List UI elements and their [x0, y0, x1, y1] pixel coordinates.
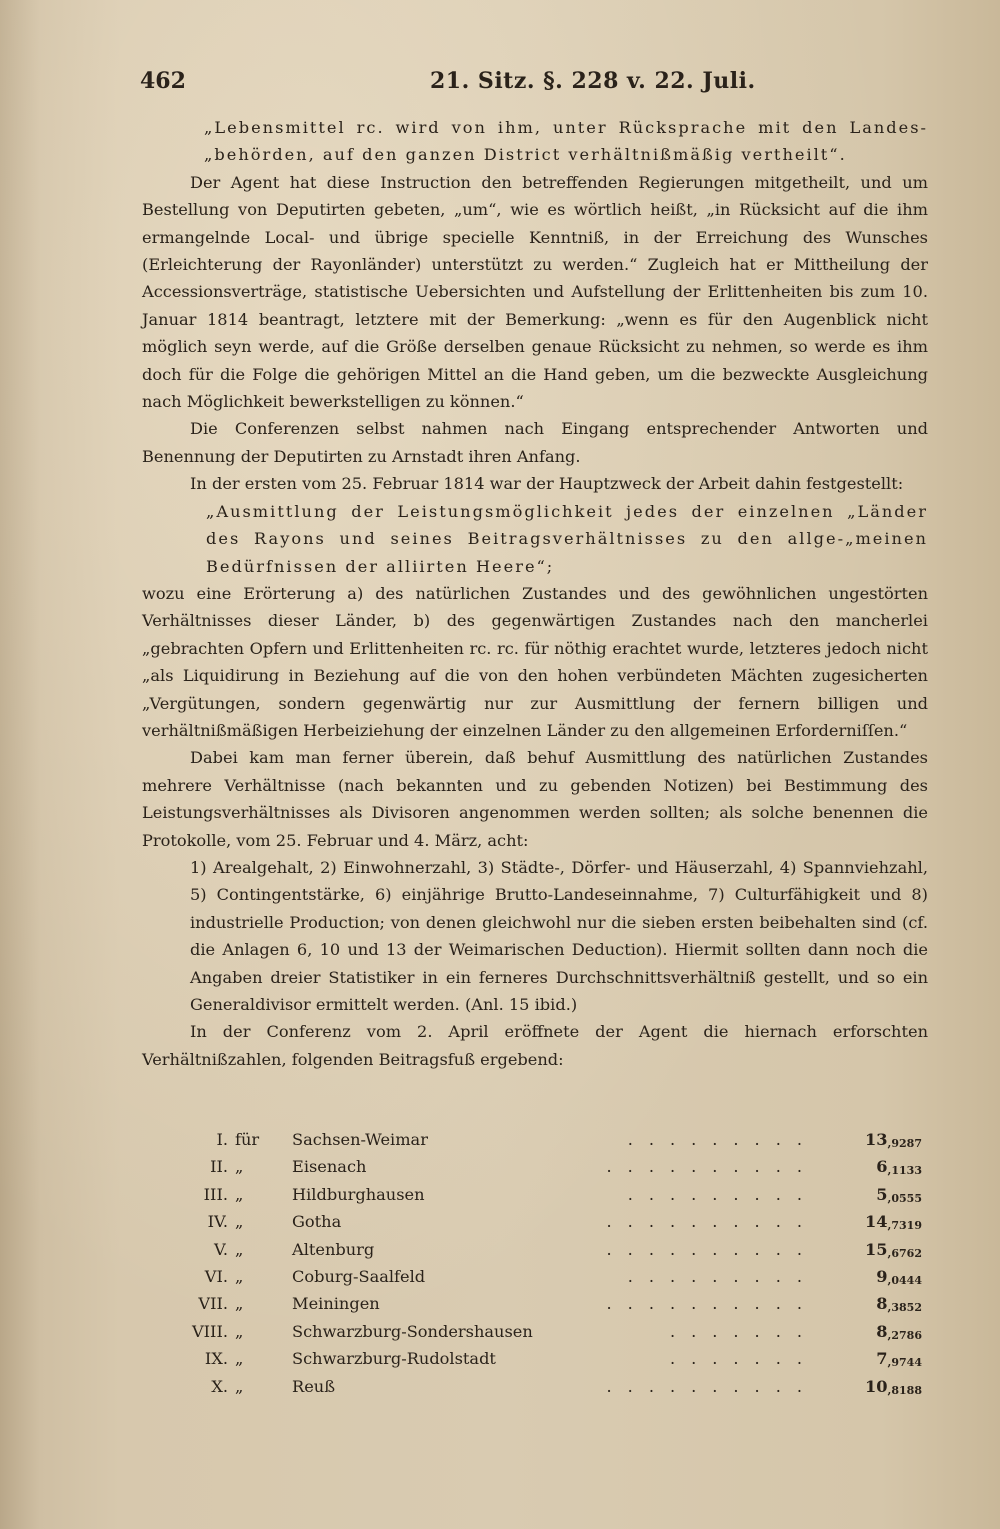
- dot-leader: ..........: [606, 1157, 818, 1177]
- body-text: [142, 114, 928, 1073]
- region-name: Schwarzburg-Sondershausen: [292, 1321, 533, 1341]
- paragraph-quote-food: „Lebensmittel rc. wird von ihm, unter Rücksprache mit den Landes-„behörden, auf den ganzen District verhältnißmäßig vertheilt“.: [204, 118, 928, 165]
- row-prefix: „: [235, 1157, 244, 1177]
- paragraph-april-conference: In der Conferenz vom 2. April eröffnete der Agent die hiernach erforschten Verhältnißzahlen, folgenden Beitragsfuß ergebend:: [142, 1022, 928, 1069]
- dot-leader: .......: [669, 1349, 818, 1369]
- region-name: Altenburg: [292, 1239, 375, 1259]
- row-prefix: „: [235, 1266, 244, 1286]
- dot-leader: .........: [627, 1130, 818, 1149]
- table-row: [142, 1153, 928, 1180]
- row-prefix: „: [235, 1239, 244, 1259]
- row-prefix: „: [235, 1349, 244, 1369]
- row-number: V.: [213, 1239, 228, 1259]
- dot-leader: ..........: [606, 1376, 818, 1396]
- contribution-value: $5_{,0555}$: [876, 1184, 922, 1205]
- region-name: Reuß: [292, 1376, 336, 1396]
- table-row: [142, 1126, 928, 1153]
- row-prefix: „: [235, 1212, 244, 1232]
- row-number: VIII.: [191, 1321, 228, 1341]
- contribution-table: [142, 1126, 928, 1400]
- row-number: II.: [210, 1157, 228, 1177]
- dot-leader: ..........: [606, 1294, 818, 1314]
- table-row: [142, 1263, 928, 1290]
- region-name: Eisenach: [292, 1157, 367, 1177]
- table-row: [142, 1318, 928, 1345]
- table-row: [142, 1236, 928, 1263]
- region-name: Schwarzburg-Rudolstadt: [292, 1349, 496, 1369]
- region-name: Meiningen: [292, 1294, 380, 1314]
- paragraph-conferences: Die Conferenzen selbst nahmen nach Eingang entsprechender Antworten und Benennung der Deputirten zu Arnstadt ihren Anfang.: [142, 419, 928, 466]
- paragraph-divisor-list: 1) Arealgehalt, 2) Einwohnerzahl, 3) Städte-, Dörfer- und Häuserzahl, 4) Spannviehzahl, 5) Contingentstärke, 6) einjährige Brutto-Landeseinnahme, 7) Culturfähigkeit und 8) industrielle Production; von denen gleichwohl nur die sieben ersten beibehalten sind (cf. die Anlagen 6, 10 und 13 der Weimarischen Deduction). Hiermit sollten dann noch die Angaben dreier Statistiker in ein ferneres Durchschnittsverhältniß gestellt, und so ein Generaldivisor ermittelt werden. (Anl. 15 ibid.): [190, 857, 928, 1014]
- row-prefix: „: [235, 1184, 244, 1204]
- row-number: IX.: [204, 1349, 228, 1369]
- contribution-value: $7_{,9744}$: [876, 1349, 922, 1370]
- dot-leader: .........: [627, 1184, 818, 1204]
- table-row: [142, 1181, 928, 1208]
- row-prefix: „: [235, 1294, 244, 1314]
- paragraph-quote-objective: „Ausmittlung der Leistungsmöglichkeit jedes der einzelnen „Länder des Rayons und seines Beitragsverhältnisses zu den allge-„meinen Bedürfnissen der alliirten Heere“;: [206, 501, 928, 576]
- table-row: [142, 1208, 928, 1235]
- region-name: Sachsen-Weimar: [292, 1130, 428, 1149]
- paragraph-first-conference: In der ersten vom 25. Februar 1814 war der Hauptzweck der Arbeit dahin festgestellt:: [190, 474, 904, 494]
- row-number: I.: [216, 1130, 228, 1149]
- paragraph-agreement: Dabei kam man ferner überein, daß behuf Ausmittlung des natürlichen Zustandes mehrere Verhältnisse (nach bekannten und zu gebenden Notizen) bei Bestimmung des Leistungsverhältnisses als Divisoren angenommen werden sollten; als solche benennen die Protokolle, vom 25. Februar und 4. März, acht:: [142, 748, 928, 850]
- row-number: III.: [203, 1184, 228, 1204]
- page-number: 462: [140, 68, 186, 94]
- row-number: VI.: [204, 1266, 228, 1286]
- row-number: VII.: [198, 1294, 228, 1314]
- contribution-value: $15_{,6762}$: [865, 1239, 922, 1260]
- dot-leader: ..........: [606, 1239, 818, 1259]
- region-name: Coburg-Saalfeld: [292, 1266, 426, 1286]
- page-header: [140, 68, 920, 104]
- running-head: 21. Sitz. §. 228 v. 22. Juli.: [430, 68, 756, 94]
- region-name: Hildburghausen: [292, 1184, 425, 1204]
- contribution-value: $14_{,7319}$: [865, 1212, 922, 1233]
- contribution-value: $8_{,3852}$: [876, 1294, 922, 1315]
- region-name: Gotha: [292, 1212, 342, 1232]
- row-prefix: für: [235, 1130, 260, 1149]
- row-number: IV.: [207, 1212, 228, 1232]
- paragraph-agent-instruction: Der Agent hat diese Instruction den betreffenden Regierungen mitgetheilt, und um Bestellung von Deputirten gebeten, „um“, wie es wörtlich heißt, „in Rücksicht auf die ihm ermangelnde Local- und übrige specielle Kenntniß, in der Erreichung des Wunsches (Erleichterung der Rayonländer) unterstützt zu werden.“ Zugleich hat er Mittheilung der Accessionsverträge, statistische Uebersichten und Aufstellung der Erlittenheiten bis zum 10. Januar 1814 beantragt, letztere mit der Bemerkung: „wenn es für den Augenblick nicht möglich seyn werde, auf die Größe derselben genaue Rücksicht zu nehmen, so werde es ihm doch für die Folge die gehörigen Mittel an die Hand geben, um die bezweckte Ausgleichung nach Möglichkeit bewerkstelligen zu können.“: [142, 172, 928, 412]
- paragraph-discussion: wozu eine Erörterung a) des natürlichen Zustandes und des gewöhnlichen ungestörten Verhältnisses dieser Länder, b) des gegenwärtigen Zustandes nach den mancherlei „gebrachten Opfern und Erlittenheiten rc. rc. für nöthig erachtet wurde, letzteres jedoch nicht „als Liquidirung in Beziehung auf die von den hohen verbündeten Mächten zugesicherten „Vergütungen, sondern gegenwärtig nur zur Ausmittlung der fernern billigen und verhältnißmäßigen Herbeiziehung der einzelnen Länder zu den allgemeinen Erforderniſſen.“: [142, 583, 928, 740]
- contribution-value: $6_{,1133}$: [876, 1157, 922, 1178]
- contribution-value: $9_{,0444}$: [876, 1266, 922, 1287]
- contribution-value: $8_{,2786}$: [876, 1321, 922, 1342]
- dot-leader: .......: [669, 1321, 818, 1341]
- table-row: [142, 1345, 928, 1372]
- row-prefix: „: [235, 1376, 244, 1396]
- table-row: [142, 1290, 928, 1317]
- table-row: [142, 1373, 928, 1400]
- row-prefix: „: [235, 1321, 244, 1341]
- row-number: X.: [211, 1376, 228, 1396]
- contribution-value: $13_{,9287}$: [865, 1130, 922, 1150]
- contribution-value: $10_{,8188}$: [865, 1376, 922, 1397]
- dot-leader: ..........: [606, 1212, 818, 1232]
- dot-leader: .........: [627, 1266, 818, 1286]
